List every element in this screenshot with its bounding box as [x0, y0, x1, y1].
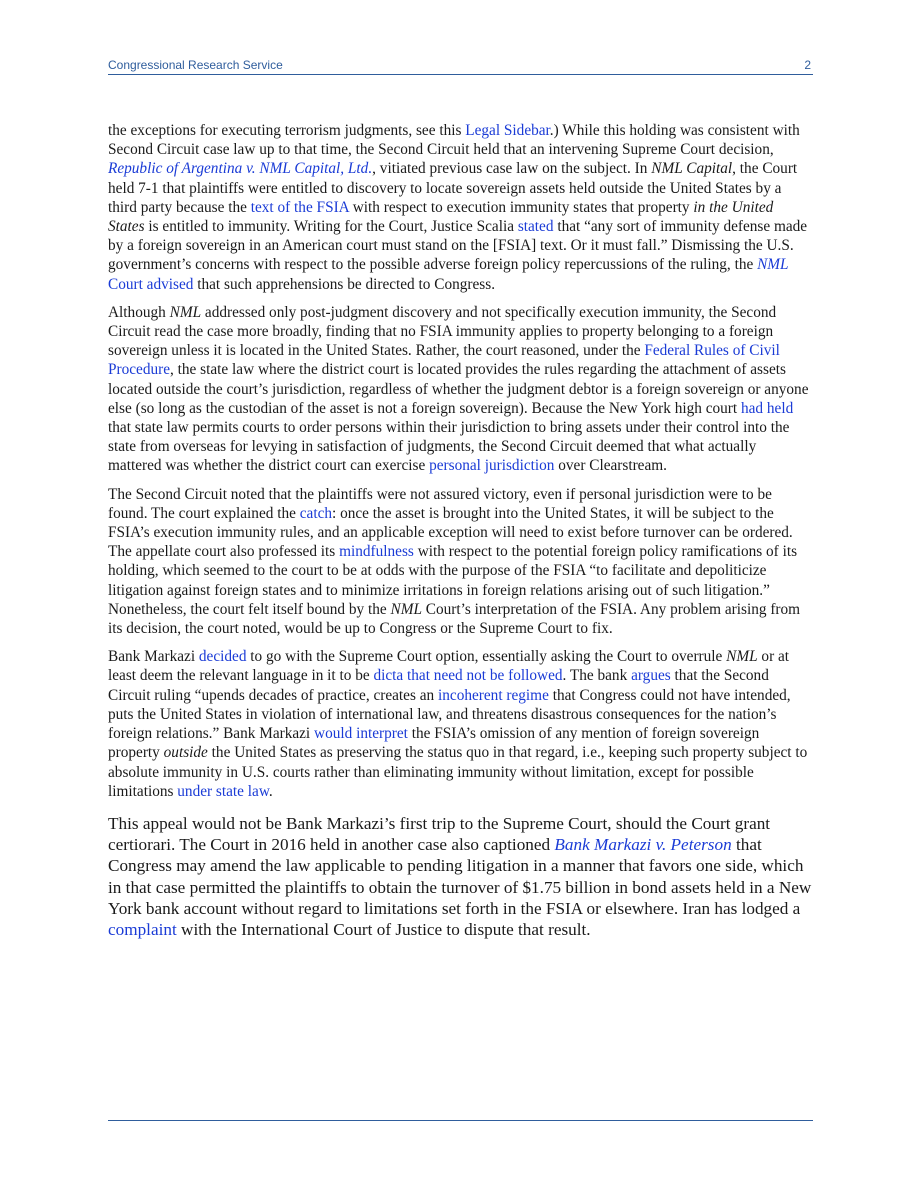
- link-complaint[interactable]: complaint: [108, 919, 177, 939]
- document-body: [108, 121, 813, 949]
- paragraph-3: The Second Circuit noted that the plaintiffs were not assured victory, even if personal jurisdiction were to be found. The court explained the catch: once the asset is brought into the United States, it will be subject to the FSIA’s execution immunity rules, and an applicable exception will need to exist before turnover can be ordered. The appellate court also professed its mindfulness with respect to the potential foreign policy ramifications of its holding, which seemed to the court to be at odds with the purpose of the FSIA “to facilitate and depoliticize litigation against foreign states and to minimize irritations in foreign relations arising out of such litigation.” Nonetheless, the court felt itself bound by the NML Court’s interpretation of the FSIA. Any problem arising from its decision, the court noted, would be up to Congress or the Supreme Court to fix.: [108, 485, 801, 638]
- link-text-of-fsia[interactable]: text of the FSIA: [250, 198, 349, 216]
- paragraph-1: the exceptions for executing terrorism judgments, see this Legal Sidebar.) While this holding was consistent with Second Circuit case law up to that time, the Second Circuit held that an intervening Supreme Court decision, Republic of Argentina v. NML Capital, Ltd., vitiated previous case law on the subject. In NML Capital, the Court held 7-1 that plaintiffs were entitled to discovery to locate sovereign assets held outside the United States by a third party because the text of the FSIA with respect to execution immunity states that property in the United States is entitled to immunity. Writing for the Court, Justice Scalia stated that “any sort of immunity defense made by a foreign sovereign in an American court must stand on the [FSIA] text. Or it must fall.” Dismissing the U.S. government’s concerns with respect to the possible adverse foreign policy repercussions of the ruling, the NML Court advised that such apprehensions be directed to Congress.: [108, 122, 808, 293]
- page-header: [108, 58, 813, 75]
- link-bank-markazi-v-peterson[interactable]: Bank Markazi v. Peterson: [554, 835, 732, 855]
- footer-divider: [108, 1120, 813, 1121]
- link-argues[interactable]: argues: [631, 667, 671, 685]
- link-federal-rules[interactable]: Federal Rules of Civil Procedure: [108, 342, 780, 379]
- paragraph-4: Bank Markazi decided to go with the Supreme Court option, essentially asking the Court to overrule NML or at least deem the relevant language in it to be dicta that need not be followed. The bank argues that the Second Circuit ruling “upends decades of practice, creates an incoherent regime that Congress could not have intended, puts the United States in violation of international law, and threatens disastrous consequences for the nation’s foreign relations.” Bank Markazi would interpret the FSIA’s omission of any mention of foreign sovereign property outside the United States as preserving the status quo in that regard, i.e., keeping such property subject to absolute immunity in U.S. courts rather than eliminating immunity without limitation, except for possible limitations under state law.: [108, 648, 808, 800]
- link-legal-sidebar[interactable]: Legal Sidebar: [465, 122, 550, 139]
- link-mindfulness[interactable]: mindfulness: [339, 543, 414, 561]
- link-nml-court-advised[interactable]: NML Court advised: [108, 256, 789, 293]
- page-number: 2: [804, 58, 811, 72]
- paragraph-5: This appeal would not be Bank Markazi’s first trip to the Supreme Court, should the Court grant certiorari. The Court in 2016 held in another case also captioned Bank Markazi v. Peterson that Congress may amend the law applicable to pending litigation in a manner that favors one side, which in that case permitted the plaintiffs to obtain the turnover of $1.75 billion in bond assets held in a New York bank account without regard to limitations set forth in the FSIA or elsewhere. Iran has lodged a complaint with the International Court of Justice to dispute that result.: [108, 813, 812, 939]
- link-republic-of-argentina[interactable]: Republic of Argentina v. NML Capital, Ltd.: [108, 160, 373, 178]
- link-incoherent-regime[interactable]: incoherent regime: [438, 686, 549, 704]
- link-dicta[interactable]: dicta that need not be followed: [373, 667, 563, 685]
- header-organization: Congressional Research Service: [108, 58, 283, 72]
- link-would-interpret[interactable]: would interpret: [314, 725, 408, 743]
- link-catch[interactable]: catch: [299, 504, 333, 522]
- link-had-held[interactable]: had held: [740, 399, 794, 417]
- link-under-state-law[interactable]: under state law: [177, 782, 269, 800]
- link-stated[interactable]: stated: [517, 218, 554, 236]
- link-decided[interactable]: decided: [198, 648, 247, 666]
- link-personal-jurisdiction[interactable]: personal jurisdiction: [429, 457, 555, 475]
- paragraph-2: Although NML addressed only post-judgment discovery and not specifically execution immunity, the Second Circuit read the case more broadly, finding that no FSIA immunity applies to property belonging to a foreign sovereign unless it is located in the United States. Rather, the court reasoned, under the Federal Rules of Civil Procedure, the state law where the district court is located provides the rules regarding the attachment of assets located outside the court’s jurisdiction, regardless of whether the judgment debtor is a foreign sovereign or anyone else (so long as the custodian of the asset is not a foreign sovereign). Because the New York high court had held that state law permits courts to order persons within their jurisdiction to bring assets under their control into the state from overseas for levying in satisfaction of judgments, the Second Circuit deemed that what actually mattered was whether the district court can exercise personal jurisdiction over Clearstream.: [108, 303, 809, 475]
